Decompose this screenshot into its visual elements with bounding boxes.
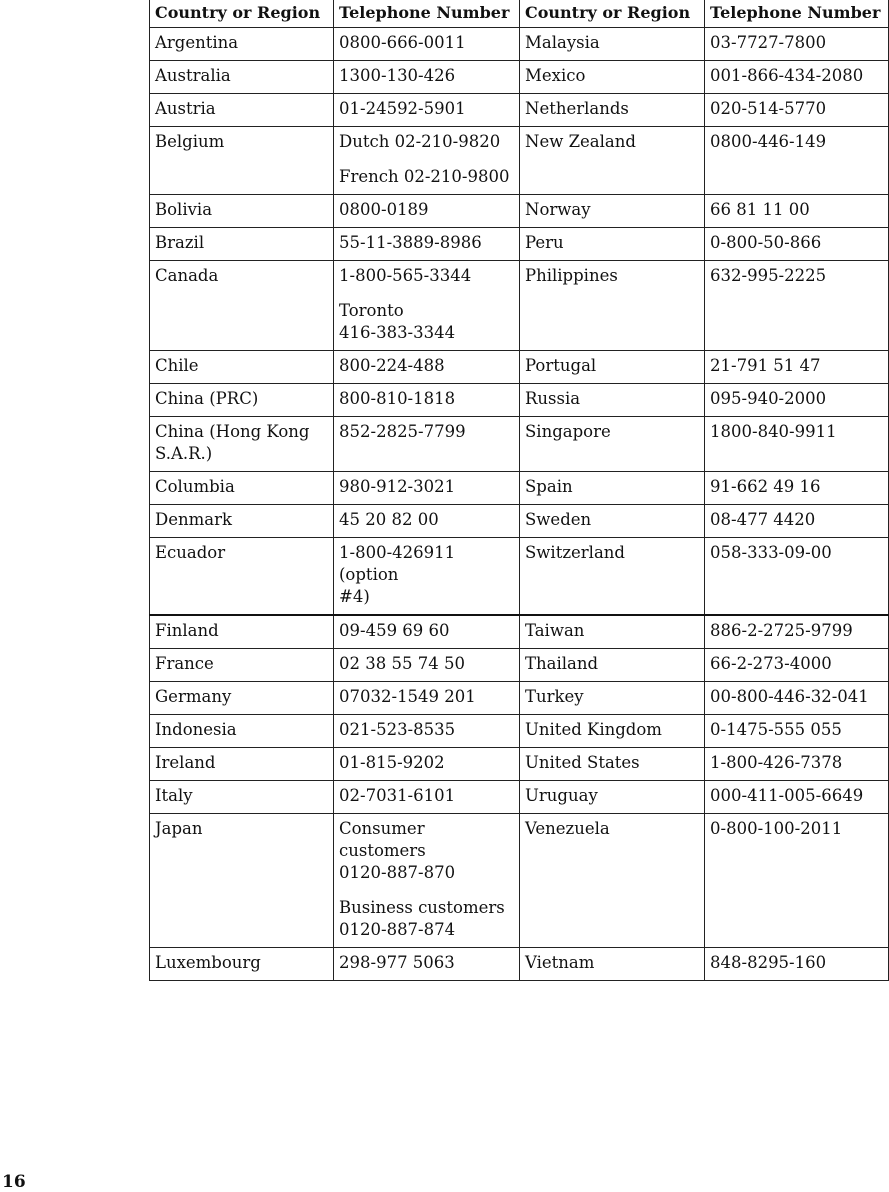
- cell-text: Canada: [155, 266, 219, 285]
- cell-text: Philippines: [525, 266, 618, 285]
- cell-telephone-left: [334, 505, 520, 538]
- cell-text: 00-800-446-32-041: [710, 687, 869, 706]
- cell-text: Thailand: [525, 654, 599, 673]
- page-number: 16: [2, 1172, 26, 1192]
- cell-telephone-right: [705, 195, 889, 228]
- cell-text: 0-1475-555 055: [710, 720, 842, 739]
- cell-telephone-left: [334, 261, 520, 351]
- cell-text: New Zealand: [525, 132, 636, 151]
- cell-telephone-right: [705, 538, 889, 616]
- cell-country-left: [150, 682, 334, 715]
- cell-text: 416-383-3344: [339, 323, 456, 342]
- cell-text: 55-11-3889-8986: [339, 233, 482, 252]
- cell-text: China (Hong Kong: [155, 422, 310, 441]
- cell-telephone-right: [705, 682, 889, 715]
- table-row: [150, 28, 889, 61]
- cell-text: 632-995-2225: [710, 266, 827, 285]
- cell-text: Luxembourg: [155, 953, 261, 972]
- cell-text: 1-800-565-3344: [339, 266, 472, 285]
- cell-text: Switzerland: [525, 543, 625, 562]
- cell-telephone-left: [334, 781, 520, 814]
- cell-telephone-left: [334, 948, 520, 981]
- cell-text: 298-977 5063: [339, 953, 455, 972]
- cell-text: 21-791 51 47: [710, 356, 821, 375]
- cell-country-right: [520, 472, 705, 505]
- cell-text: 0-800-100-2011: [710, 819, 843, 838]
- cell-telephone-left: [334, 28, 520, 61]
- cell-text: Finland: [155, 621, 219, 640]
- header-telephone-left: Telephone Number: [334, 0, 520, 28]
- cell-text: 01-815-9202: [339, 753, 445, 772]
- table-row: [150, 417, 889, 472]
- cell-text: Italy: [155, 786, 193, 805]
- cell-text: 07032-1549 201: [339, 687, 476, 706]
- cell-text: Indonesia: [155, 720, 237, 739]
- cell-telephone-right: [705, 948, 889, 981]
- cell-text: Norway: [525, 200, 591, 219]
- cell-country-left: [150, 61, 334, 94]
- table-row: [150, 384, 889, 417]
- table-row: [150, 228, 889, 261]
- cell-telephone-right: [705, 417, 889, 472]
- cell-telephone-right: [705, 127, 889, 195]
- cell-telephone-right: [705, 351, 889, 384]
- cell-text: Toronto: [339, 301, 404, 320]
- cell-telephone-left: [334, 538, 520, 616]
- cell-country-left: [150, 615, 334, 649]
- cell-text: 1-800-426-7378: [710, 753, 843, 772]
- table-row: [150, 472, 889, 505]
- cell-text: 08-477 4420: [710, 510, 816, 529]
- cell-country-left: [150, 384, 334, 417]
- cell-telephone-left: [334, 649, 520, 682]
- cell-country-right: [520, 748, 705, 781]
- cell-telephone-right: [705, 228, 889, 261]
- cell-text: Austria: [155, 99, 216, 118]
- cell-telephone-right: [705, 715, 889, 748]
- cell-text: Denmark: [155, 510, 232, 529]
- cell-text: 980-912-3021: [339, 477, 456, 496]
- table-row: [150, 649, 889, 682]
- cell-telephone-right: [705, 472, 889, 505]
- cell-text: Turkey: [525, 687, 584, 706]
- table-row: [150, 127, 889, 195]
- cell-telephone-left: [334, 814, 520, 948]
- cell-text: Columbia: [155, 477, 235, 496]
- cell-text: Venezuela: [525, 819, 610, 838]
- cell-text: 91-662 49 16: [710, 477, 821, 496]
- cell-country-left: [150, 261, 334, 351]
- cell-text: 02 38 55 74 50: [339, 654, 465, 673]
- cell-country-left: [150, 28, 334, 61]
- cell-country-right: [520, 538, 705, 616]
- cell-telephone-left: [334, 615, 520, 649]
- table-header-row: [150, 0, 889, 28]
- cell-country-right: [520, 417, 705, 472]
- table-row: [150, 61, 889, 94]
- cell-text: 848-8295-160: [710, 953, 827, 972]
- cell-country-right: [520, 228, 705, 261]
- cell-country-right: [520, 261, 705, 351]
- cell-telephone-right: [705, 61, 889, 94]
- header-country-right: Country or Region: [520, 0, 705, 28]
- cell-text: 0800-666-0011: [339, 33, 466, 52]
- cell-text: Ecuador: [155, 543, 226, 562]
- cell-country-left: [150, 195, 334, 228]
- table-row: [150, 814, 889, 948]
- cell-country-right: [520, 781, 705, 814]
- cell-text: 0120-887-874: [339, 920, 456, 939]
- telephone-directory-table: [149, 0, 889, 981]
- table-row: [150, 682, 889, 715]
- cell-telephone-right: [705, 94, 889, 127]
- cell-text: 03-7727-7800: [710, 33, 827, 52]
- cell-country-left: [150, 417, 334, 472]
- cell-text: Mexico: [525, 66, 586, 85]
- cell-country-right: [520, 94, 705, 127]
- cell-text: 1-800-426911 (option: [339, 543, 456, 584]
- cell-text: 020-514-5770: [710, 99, 827, 118]
- cell-telephone-right: [705, 781, 889, 814]
- cell-text: Business customers: [339, 898, 505, 917]
- cell-telephone-right: [705, 649, 889, 682]
- header-country-left: Country or Region: [150, 0, 334, 28]
- cell-text: Vietnam: [525, 953, 595, 972]
- cell-text: Dutch 02-210-9820: [339, 132, 501, 151]
- cell-text: Australia: [155, 66, 231, 85]
- cell-country-right: [520, 682, 705, 715]
- cell-country-right: [520, 505, 705, 538]
- cell-text: 1800-840-9911: [710, 422, 837, 441]
- cell-country-left: [150, 127, 334, 195]
- cell-country-left: [150, 948, 334, 981]
- cell-country-left: [150, 649, 334, 682]
- table-row: [150, 94, 889, 127]
- table-body: [150, 28, 889, 981]
- cell-telephone-left: [334, 748, 520, 781]
- cell-text: #4): [339, 587, 370, 606]
- cell-country-right: [520, 715, 705, 748]
- cell-country-left: [150, 505, 334, 538]
- table-row: [150, 948, 889, 981]
- cell-telephone-left: [334, 61, 520, 94]
- cell-text: Sweden: [525, 510, 592, 529]
- cell-telephone-right: [705, 615, 889, 649]
- table-row: [150, 351, 889, 384]
- cell-country-left: [150, 351, 334, 384]
- cell-country-left: [150, 715, 334, 748]
- cell-telephone-right: [705, 505, 889, 538]
- cell-text: Belgium: [155, 132, 225, 151]
- table-row: [150, 538, 889, 616]
- cell-country-right: [520, 28, 705, 61]
- cell-text: 0120-887-870: [339, 863, 456, 882]
- cell-text: United States: [525, 753, 640, 772]
- cell-text: Netherlands: [525, 99, 629, 118]
- cell-text: 852-2825-7799: [339, 422, 466, 441]
- cell-text: 66 81 11 00: [710, 200, 810, 219]
- cell-country-right: [520, 351, 705, 384]
- cell-country-left: [150, 781, 334, 814]
- cell-text: customers: [339, 841, 426, 860]
- cell-telephone-right: [705, 261, 889, 351]
- cell-text: Singapore: [525, 422, 611, 441]
- cell-text: Chile: [155, 356, 199, 375]
- cell-country-left: [150, 538, 334, 616]
- cell-country-right: [520, 948, 705, 981]
- cell-text: Taiwan: [525, 621, 585, 640]
- cell-telephone-left: [334, 715, 520, 748]
- cell-telephone-right: [705, 748, 889, 781]
- cell-country-left: [150, 748, 334, 781]
- cell-text: Spain: [525, 477, 573, 496]
- cell-telephone-left: [334, 195, 520, 228]
- cell-text: Russia: [525, 389, 581, 408]
- cell-text: 66-2-273-4000: [710, 654, 832, 673]
- table-row: [150, 615, 889, 649]
- cell-country-left: [150, 472, 334, 505]
- cell-telephone-left: [334, 682, 520, 715]
- cell-telephone-right: [705, 384, 889, 417]
- cell-text: 0-800-50-866: [710, 233, 822, 252]
- table-row: [150, 781, 889, 814]
- cell-text: 021-523-8535: [339, 720, 456, 739]
- cell-country-left: [150, 94, 334, 127]
- cell-text: United Kingdom: [525, 720, 662, 739]
- table-row: [150, 505, 889, 538]
- cell-country-right: [520, 61, 705, 94]
- cell-text: Germany: [155, 687, 232, 706]
- cell-text: 886-2-2725-9799: [710, 621, 853, 640]
- cell-country-left: [150, 814, 334, 948]
- cell-telephone-left: [334, 417, 520, 472]
- cell-text: 45 20 82 00: [339, 510, 439, 529]
- cell-country-right: [520, 649, 705, 682]
- cell-text: 1300-130-426: [339, 66, 456, 85]
- cell-text: Malaysia: [525, 33, 600, 52]
- cell-country-right: [520, 127, 705, 195]
- cell-text: China (PRC): [155, 389, 259, 408]
- cell-telephone-left: [334, 384, 520, 417]
- cell-telephone-left: [334, 228, 520, 261]
- cell-text: 000-411-005-6649: [710, 786, 864, 805]
- cell-text: France: [155, 654, 214, 673]
- table-row: [150, 748, 889, 781]
- cell-text: Uruguay: [525, 786, 598, 805]
- cell-country-right: [520, 195, 705, 228]
- cell-text: Peru: [525, 233, 564, 252]
- cell-telephone-left: [334, 472, 520, 505]
- cell-text: Brazil: [155, 233, 205, 252]
- cell-telephone-left: [334, 94, 520, 127]
- cell-country-right: [520, 814, 705, 948]
- table-row: [150, 195, 889, 228]
- header-telephone-right: Telephone Number: [705, 0, 889, 28]
- cell-text: 800-224-488: [339, 356, 445, 375]
- cell-text: 09-459 69 60: [339, 621, 450, 640]
- cell-text: 800-810-1818: [339, 389, 456, 408]
- cell-text: S.A.R.): [155, 444, 213, 463]
- cell-text: 01-24592-5901: [339, 99, 466, 118]
- cell-country-left: [150, 228, 334, 261]
- cell-text: 001-866-434-2080: [710, 66, 864, 85]
- cell-text: 0800-0189: [339, 200, 429, 219]
- cell-telephone-right: [705, 28, 889, 61]
- cell-text: Portugal: [525, 356, 597, 375]
- cell-text: 02-7031-6101: [339, 786, 456, 805]
- cell-text: Consumer: [339, 819, 425, 838]
- cell-text: Japan: [155, 819, 203, 838]
- cell-text: 058-333-09-00: [710, 543, 832, 562]
- cell-text: 0800-446-149: [710, 132, 827, 151]
- cell-text: Bolivia: [155, 200, 213, 219]
- cell-telephone-right: [705, 814, 889, 948]
- cell-text: 095-940-2000: [710, 389, 827, 408]
- cell-text: French 02-210-9800: [339, 167, 510, 186]
- cell-text: Ireland: [155, 753, 216, 772]
- cell-country-right: [520, 615, 705, 649]
- cell-telephone-left: [334, 351, 520, 384]
- table-row: [150, 715, 889, 748]
- cell-country-right: [520, 384, 705, 417]
- cell-text: Argentina: [155, 33, 239, 52]
- table-row: [150, 261, 889, 351]
- cell-telephone-left: [334, 127, 520, 195]
